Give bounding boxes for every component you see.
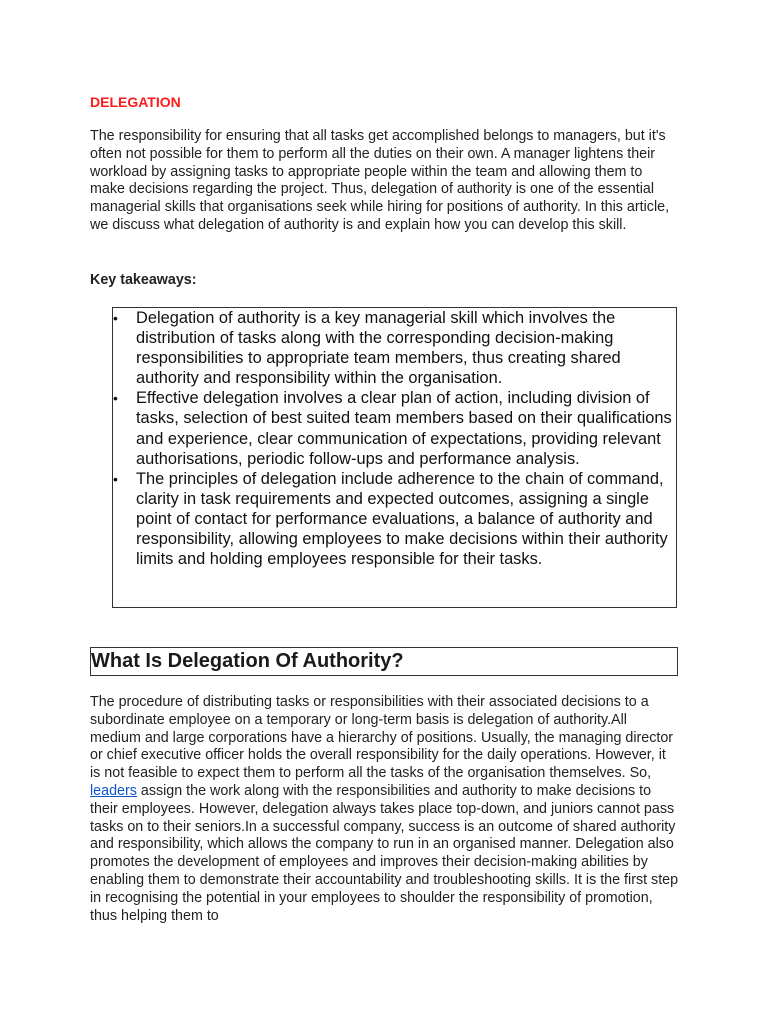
takeaway-text: Effective delegation involves a clear plan of action, including division of tasks, selection of best suited team members based on their qualifications and experience, clear communication of expectations, providing relevant authorisations, periodic follow-ups and performance analysis. [136, 389, 672, 468]
body-text-start: The procedure of distributing tasks or responsibilities with their associated decisions to a subordinate employee on a temporary or long-term basis is delegation of authority.All medium and large corporations have a hierarchy of positions. Usually, the managing director or chief executive officer holds the overall responsibility for the daily operations. However, it is not feasible to expect them to perform all the tasks of the organisation themselves. So, [90, 694, 674, 782]
key-takeaways-box [112, 307, 677, 608]
intro-paragraph: The responsibility for ensuring that all tasks get accomplished belongs to managers, but it's often not possible for them to perform all the duties on their own. A manager lightens their workload by assigning tasks to appropriate people within the team and allowing them to make decisions regarding the project. Thus, delegation of authority is one of the essential managerial skills that organisations seek while hiring for positions of authority. In this article, we discuss what delegation of authority is and explain how you can develop this skill. [90, 128, 670, 233]
key-takeaways-label: Key takeaways: [90, 272, 197, 288]
body-paragraph [90, 694, 680, 925]
leaders-link[interactable]: leaders [90, 782, 137, 799]
takeaway-item [113, 308, 676, 388]
takeaway-text: The principles of delegation include adherence to the chain of command, clarity in task requirements and expected outcomes, assigning a single point of contact for performance evaluations, a balance of authority and responsibility, allowing employees to make decisions within their authority limits and holding employees responsible for their tasks. [136, 469, 668, 569]
section-title: What Is Delegation Of Authority? [91, 650, 404, 672]
takeaway-item [113, 469, 676, 569]
bullet-icon: • [113, 470, 118, 487]
body-text-end: assign the work along with the responsibilities and authority to make decisions to their employees. However, delegation always takes place top-down, and juniors cannot pass tasks on to their seniors.In a successful company, success is an outcome of shared authority and responsibility, which allows the company to run in an organised manner. Delegation also promotes the development of employees and improves their decision-making abilities by enabling them to demonstrate their accountability and troubleshooting skills. It is the first step in recognising the potential in your employees to shoulder the responsibility of promotion, thus helping them to [90, 782, 679, 924]
takeaway-text: Delegation of authority is a key managerial skill which involves the distribution of tasks along with the corresponding decision-making responsibilities to appropriate team members, thus creating shared authority and responsibility within the organisation. [136, 309, 621, 388]
takeaway-item [113, 388, 676, 468]
bullet-icon: • [113, 310, 118, 326]
document-heading: DELEGATION [90, 94, 181, 110]
key-takeaways-list [113, 308, 676, 569]
bullet-icon: • [113, 390, 118, 407]
section-title-box [90, 647, 678, 676]
